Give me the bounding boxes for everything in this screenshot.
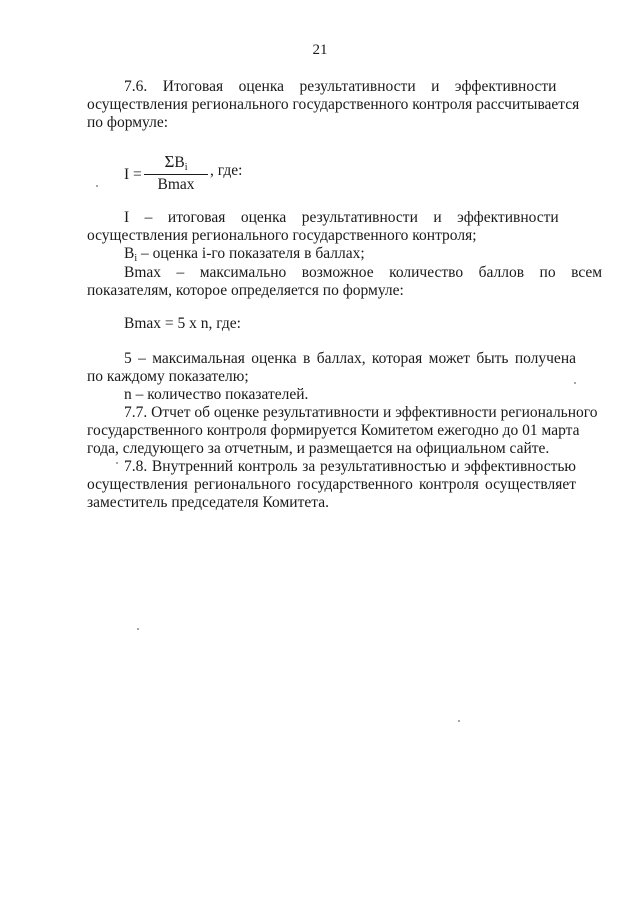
scan-speck [96,185,98,187]
scan-speck [137,628,139,630]
formula-denominator: Bmax [157,176,195,193]
definition-n-line: n – количество показателей. [124,386,309,403]
section-7-7-line-1: 7.7. Отчет об оценке результативности и эффективности регионального [124,404,598,421]
scan-speck [574,382,576,384]
bi-sub: i [134,253,138,264]
section-7-8-line-1: 7.8. Внутренний контроль за результативностью и эффективностью [124,458,576,475]
definition-bmax-line-1: Bmax – максимально возможное количество баллов по всем [124,264,603,281]
formula-numerator [144,152,208,175]
formula-numerator-var: B [174,154,185,171]
scan-speck [458,720,460,722]
section-7-8-line-3: заместитель председателя Комитета. [87,494,329,511]
scan-speck [116,462,118,464]
section-7-6-line-2: осуществления регионального государственного контроля рассчитывается [87,96,580,113]
bi-var: B [124,245,135,262]
section-7-7-line-3: года, следующего за отчетным, и размещается на официальном сайте. [87,440,550,457]
section-7-6-line-1: 7.6. Итоговая оценка результативности и эффективности [124,78,557,95]
definition-five-line-1: 5 – максимальная оценка в баллах, которая может быть получена [124,350,576,367]
bi-text: – оценка i-го показателя в баллах; [137,245,365,262]
section-7-6-line-3: по формуле: [87,114,169,131]
section-7-8-line-2: осуществления регионального государственного контроля осуществляет [87,476,576,493]
formula-numerator-sub: i [184,162,188,173]
formula-bmax: Bmax = 5 x n, где: [124,315,241,332]
definition-bmax-line-2: показателям, которое определяется по формуле: [87,282,404,299]
formula-lhs: I = [124,166,142,183]
section-7-7-line-2: государственного контроля формируется Комитетом ежегодно до 01 марта [87,422,580,439]
page-number: 21 [312,42,328,58]
definition-i-line-2: осуществления регионального государственного контроля; [87,227,477,244]
formula-fraction [144,152,208,194]
definition-i-line-1: I – итоговая оценка результативности и эффективности [124,209,559,226]
formula-suffix: , где: [210,162,243,179]
definition-five-line-2: по каждому показателю; [87,368,249,385]
sigma-symbol: Σ [164,152,175,171]
